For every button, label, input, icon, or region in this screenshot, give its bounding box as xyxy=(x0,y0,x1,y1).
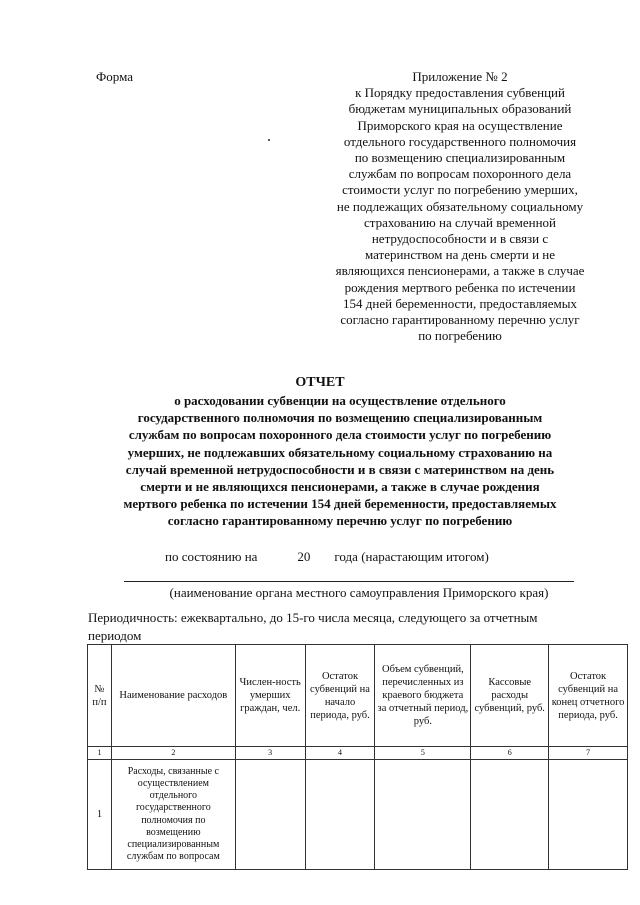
appendix-line: не подлежащих обязательному социальному xyxy=(336,198,584,214)
column-number: 2 xyxy=(111,747,235,760)
appendix-line: согласно гарантированному перечню услуг xyxy=(340,312,580,328)
report-subtitle-line: случай временной нетрудоспособности и в связи с материнством на день xyxy=(125,461,555,477)
row-name: Расходы, связанные с осуществлением отдельного государственного полномочия по возмещению специализированным службам по вопросам xyxy=(111,760,235,870)
col-header-num: № п/п xyxy=(88,645,112,747)
appendix-line: по возмещению специализированным xyxy=(354,150,566,166)
row-transferred xyxy=(375,760,471,870)
report-subtitle-line: согласно гарантированному перечню услуг по погребению xyxy=(167,513,513,529)
as-of-prefix: по состоянию на xyxy=(165,549,258,564)
org-name-line xyxy=(124,581,574,582)
report-title: ОТЧЕТ xyxy=(295,375,345,390)
appendix-line: рождения мертвого ребенка по истечении xyxy=(344,279,576,295)
col-header-cash-expenses: Кассовые расходы субвенций, руб. xyxy=(471,645,549,747)
report-table xyxy=(87,644,628,870)
appendix-line: отдельного государственного полномочия xyxy=(343,133,577,149)
col-header-deceased-count: Числен-ность умерших граждан, чел. xyxy=(235,645,305,747)
report-subtitle-line: службам по вопросам похоронного дела стоимости услуг по погребению xyxy=(128,427,552,443)
as-of-year-prefix: 20 xyxy=(297,549,311,564)
report-subtitle-line: мертвого ребенка по истечении 154 дней беременности, предоставляемых xyxy=(123,496,557,512)
column-number: 3 xyxy=(235,747,305,760)
report-subtitle xyxy=(70,392,610,530)
appendix-line: к Порядку предоставления субвенций xyxy=(355,85,565,101)
col-header-balance-start: Остаток субвенций на начало периода, руб. xyxy=(305,645,375,747)
col-header-name: Наименование расходов xyxy=(111,645,235,747)
col-header-balance-end: Остаток субвенций на конец отчетного периода, руб. xyxy=(549,645,628,747)
row-balance-end xyxy=(549,760,628,870)
table-row xyxy=(88,760,628,870)
appendix-line: службам по вопросам похоронного дела xyxy=(348,166,572,182)
appendix-line: стоимости услуг по погребению умерших, xyxy=(342,182,578,198)
appendix-block xyxy=(300,69,620,344)
periodicity-text: Периодичность: ежеквартально, до 15-го числа месяца, следующего за отчетным периодом xyxy=(88,610,538,643)
column-number: 1 xyxy=(88,747,112,760)
stray-dot xyxy=(268,139,270,141)
row-cash-expenses xyxy=(471,760,549,870)
table-header-row xyxy=(88,645,628,747)
report-subtitle-line: о расходовании субвенции на осуществление отдельного xyxy=(174,393,506,408)
appendix-line: являющихся пенсионерами, а также в случае xyxy=(335,263,585,279)
appendix-line: 154 дней беременности, предоставляемых xyxy=(343,295,577,311)
col-header-transferred: Объем субвенций, перечисленных из краевого бюджета за отчетный период, руб. xyxy=(375,645,471,747)
appendix-line: Приложение № 2 xyxy=(412,69,508,84)
appendix-line: материнством на день смерти и не xyxy=(364,247,556,263)
as-of-suffix: года (нарастающим итогом) xyxy=(334,549,489,564)
appendix-line: нетрудоспособности и в связи с xyxy=(371,231,549,247)
row-balance-start xyxy=(305,760,375,870)
column-number: 5 xyxy=(375,747,471,760)
appendix-line: страхованию на случай временной xyxy=(363,214,557,230)
report-subtitle-line: государственного полномочия по возмещению специализированным xyxy=(137,410,543,426)
column-number: 4 xyxy=(305,747,375,760)
report-subtitle-line: смерти и не являющихся пенсионерами, а также в случае рождения xyxy=(140,479,540,495)
appendix-line: по погребению xyxy=(418,328,502,344)
column-number: 7 xyxy=(549,747,628,760)
column-number: 6 xyxy=(471,747,549,760)
appendix-line: Приморского края на осуществление xyxy=(357,117,563,133)
row-num: 1 xyxy=(88,760,112,870)
column-numbers-row xyxy=(88,747,628,760)
org-name-caption: (наименование органа местного самоуправления Приморского края) xyxy=(169,585,549,600)
form-label: Форма xyxy=(96,69,133,84)
appendix-line: бюджетам муниципальных образований xyxy=(348,101,572,117)
row-deceased-count xyxy=(235,760,305,870)
report-subtitle-line: умерших, не подлежавших обязательному социальному страхованию на xyxy=(127,444,553,460)
as-of-date-line xyxy=(165,549,489,565)
